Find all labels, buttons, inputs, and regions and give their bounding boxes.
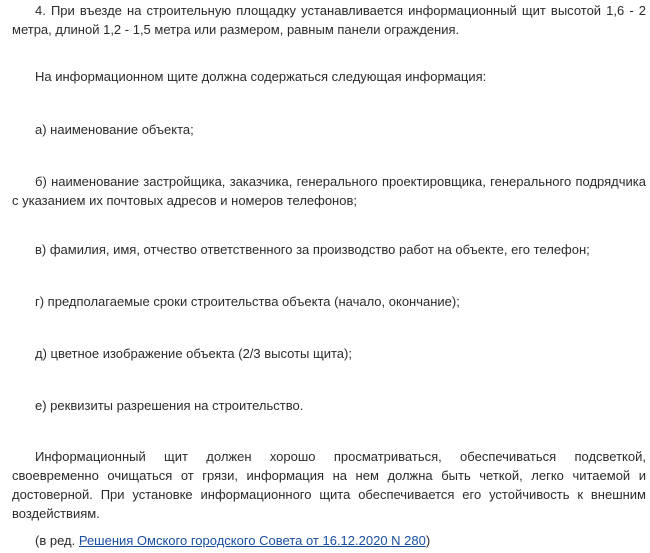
paragraph-item-4: 4. При въезде на строительную площадку устанавливается информационный щит высотой 1,6 - 2 метра, длиной 1,2 - 1,5 метра или размером, равным панели ограждения. <box>12 3 646 37</box>
list-item-d: д) цветное изображение объекта (2/3 высоты щита); <box>35 346 352 361</box>
revision-prefix: (в ред. <box>35 533 79 548</box>
revision-note <box>12 531 646 550</box>
paragraph-info-intro: На информационном щите должна содержаться следующая информация: <box>35 69 487 84</box>
list-item-v: в) фамилия, имя, отчество ответственного за производство работ на объекте, его телефон; <box>35 242 590 257</box>
list-item-a: а) наименование объекта; <box>35 122 194 137</box>
list-item-b: б) наименование застройщика, заказчика, генерального проектировщика, генерального подрядчика с указанием их почтовых адресов и номеров телефонов; <box>12 174 646 208</box>
revision-suffix: ) <box>425 533 431 548</box>
revision-link[interactable]: Решения Омского городского Совета от 16.12.2020 N 280 <box>78 533 426 548</box>
paragraph-info-board-requirements: Информационный щит должен хорошо просматриваться, обеспечиваться подсветкой, своевременно очищаться от грязи, информация на нем должна быть четкой, легко читаемой и достоверной. При установке информационного щита обеспечивается его устойчивость к внешним воздействиям. <box>12 449 646 521</box>
list-item-g: г) предполагаемые сроки строительства объекта (начало, окончание); <box>35 294 460 309</box>
list-item-e: е) реквизиты разрешения на строительство. <box>35 398 304 413</box>
